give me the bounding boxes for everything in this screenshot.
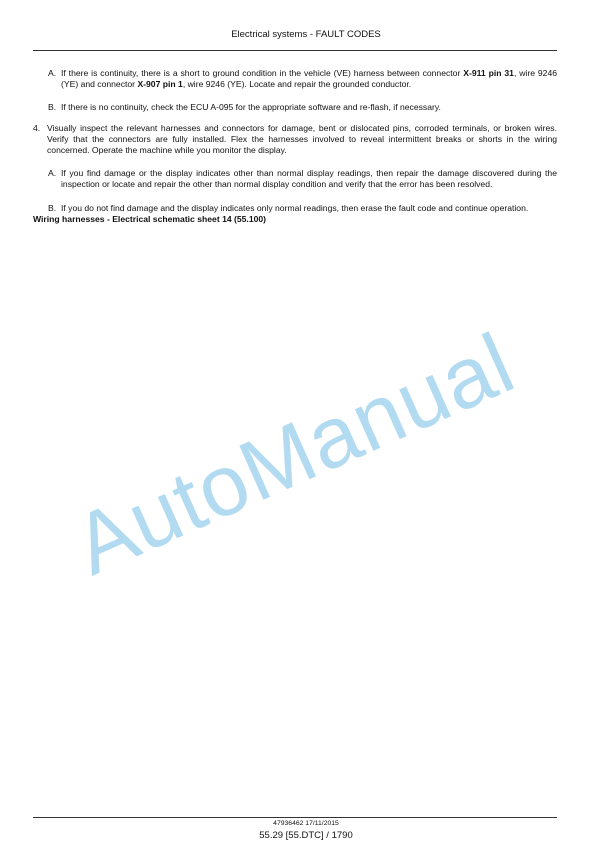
- step-a-text-2: , wire 9246 (YE) and connector: [61, 68, 558, 90]
- header-rule: [33, 50, 557, 51]
- step-4-marker: 4.: [33, 122, 41, 133]
- step-a-connector-2: X-907 pin 1: [137, 79, 183, 90]
- step-b-text: If there is no continuity, check the ECU A-095 for the appropriate software and re-flash, if necessary.: [61, 102, 441, 113]
- step-4b: [33, 203, 557, 214]
- step-a-text-1: If there is continuity, there is a short to ground condition in the vehicle (VE) harness between connector: [61, 68, 464, 78]
- footer-page-number: 55.29 [55.DTC] / 1790: [259, 830, 353, 841]
- step-b: [33, 102, 557, 113]
- step-b-marker: B.: [48, 102, 57, 113]
- step-a-marker: A.: [48, 68, 57, 78]
- step-4b-marker: B.: [48, 202, 57, 213]
- step-4a-marker: A.: [48, 168, 57, 179]
- step-4: [33, 123, 557, 157]
- step-4b-text: If you do not find damage and the display indicates only normal readings, then erase the fault code and continue operation.: [61, 202, 529, 213]
- document-body: [33, 68, 557, 225]
- step-a: [33, 68, 557, 90]
- watermark: AutoManual: [60, 315, 528, 594]
- step-a-text-3: , wire 9246 (YE). Locate and repair the grounded conductor.: [182, 79, 412, 90]
- footer-rule: [33, 817, 557, 818]
- page-header-title: Electrical systems - FAULT CODES: [231, 29, 381, 40]
- step-4a: [33, 168, 557, 190]
- step-4-text: Visually inspect the relevant harnesses and connectors for damage, bent or dislocated pins, corroded terminals, or broken wires. Verify that the connectors are fully installed. Flex the harnesses involved to reveal intermittent breaks or shorts in the wiring concerned. Operate the machine while you monitor the display.: [47, 122, 557, 156]
- step-4a-text: If you find damage or the display indicates other than normal display readings, then repair the damage discovered during the inspection or locate and repair the other than normal display condition and verify that the error has been resolved.: [61, 168, 557, 190]
- footer-doc-code: 47936462 17/11/2015: [273, 820, 339, 827]
- section-heading-link[interactable]: Wiring harnesses - Electrical schematic sheet 14 (55.100): [33, 213, 267, 224]
- step-a-connector-1: X-911 pin 31: [463, 68, 514, 78]
